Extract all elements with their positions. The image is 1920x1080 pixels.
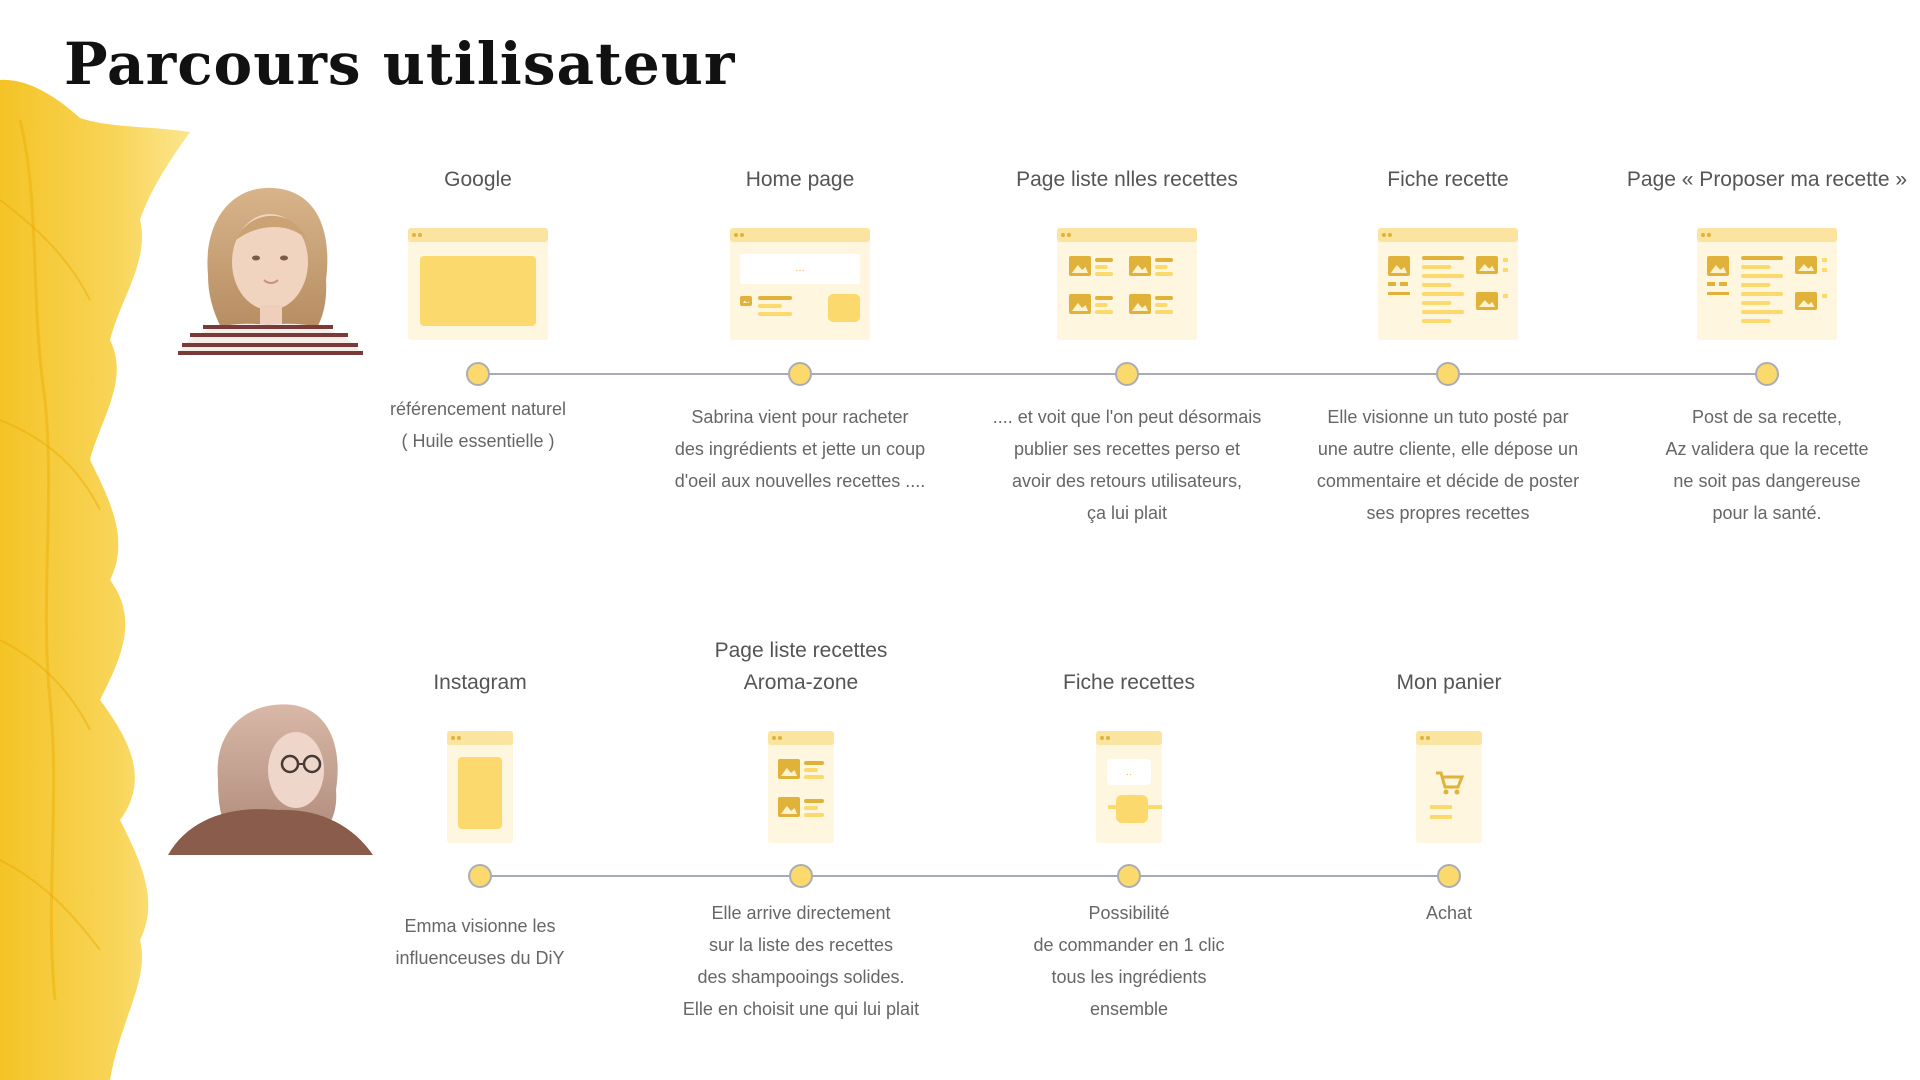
desktop-hero-icon bbox=[408, 228, 548, 340]
step-description-line: référencement naturel bbox=[389, 399, 567, 419]
step-label bbox=[746, 164, 855, 196]
step-description-line: Sabrina vient pour racheter bbox=[691, 407, 909, 427]
cart-icon bbox=[1416, 731, 1482, 843]
step-description bbox=[675, 401, 926, 497]
step-label-line: Fiche recettes bbox=[1063, 671, 1195, 694]
step-label-line: Google bbox=[444, 168, 512, 191]
timeline-dot bbox=[1115, 362, 1139, 386]
step-description-line: pour la santé. bbox=[1712, 503, 1822, 523]
step-description bbox=[683, 897, 919, 1025]
step-description-line: ( Huile essentielle ) bbox=[401, 431, 555, 451]
step-description-line: des ingrédients et jette un coup bbox=[674, 439, 926, 459]
step-label-line: Instagram bbox=[433, 671, 527, 694]
timeline-dot bbox=[1437, 864, 1461, 888]
step-description bbox=[1317, 401, 1579, 529]
timeline-dot bbox=[468, 864, 492, 888]
timeline-dot bbox=[1117, 864, 1141, 888]
step-label-line: Page liste nlles recettes bbox=[1016, 168, 1238, 191]
step-description-line: commentaire et décide de poster bbox=[1316, 471, 1580, 491]
step-description bbox=[1426, 897, 1472, 929]
step-label bbox=[1396, 667, 1501, 699]
step-description-line: Elle visionne un tuto posté par bbox=[1327, 407, 1569, 427]
desktop-home-icon bbox=[730, 228, 870, 340]
step-description-line: de commander en 1 clic bbox=[1033, 935, 1225, 955]
persona-avatar-sabrina bbox=[168, 180, 368, 355]
step-label-line: Aroma-zone bbox=[743, 671, 859, 694]
step-label-line: Page liste recettes bbox=[714, 639, 888, 662]
step-description-line: .... et voit que l'on peut désormais bbox=[992, 407, 1262, 427]
step-description-line: influenceuses du DiY bbox=[395, 948, 565, 968]
timeline-dot bbox=[1436, 362, 1460, 386]
step-label bbox=[1063, 667, 1195, 699]
step-description-line: publier ses recettes perso et bbox=[1013, 439, 1241, 459]
step-description-line: Post de sa recette, bbox=[1691, 407, 1843, 427]
step-description bbox=[390, 393, 566, 457]
step-description-line: Emma visionne les bbox=[404, 916, 556, 936]
timeline-line bbox=[480, 875, 1449, 877]
step-label bbox=[715, 635, 888, 699]
step-description-line: des shampooings solides. bbox=[697, 967, 905, 987]
step-label bbox=[1387, 164, 1508, 196]
step-description-line: d'oeil aux nouvelles recettes .... bbox=[674, 471, 926, 491]
step-label bbox=[1627, 164, 1907, 196]
step-description bbox=[395, 910, 564, 974]
step-label bbox=[1016, 164, 1238, 196]
step-description-line: ça lui plait bbox=[1086, 503, 1168, 523]
page-title: Parcours utilisateur bbox=[64, 30, 736, 98]
svg-text:···: ··· bbox=[795, 265, 805, 276]
step-description-line: Achat bbox=[1425, 903, 1473, 923]
step-description-line: tous les ingrédients bbox=[1051, 967, 1207, 987]
step-description-line: ne soit pas dangereuse bbox=[1673, 471, 1861, 491]
desktop-list-icon bbox=[1057, 228, 1197, 340]
mobile-story-icon bbox=[447, 731, 513, 843]
step-description-line: Possibilité bbox=[1088, 903, 1170, 923]
step-description-line: ses propres recettes bbox=[1366, 503, 1530, 523]
desktop-recipe-icon bbox=[1378, 228, 1518, 340]
step-description-line: ensemble bbox=[1089, 999, 1169, 1019]
step-description-line: Az validera que la recette bbox=[1665, 439, 1869, 459]
step-label-line: Fiche recette bbox=[1387, 168, 1509, 191]
persona-avatar-emma bbox=[168, 700, 373, 855]
step-description-line: une autre cliente, elle dépose un bbox=[1317, 439, 1579, 459]
leaf-decoration bbox=[0, 0, 200, 1080]
step-description bbox=[1665, 401, 1868, 529]
timeline-dot bbox=[788, 362, 812, 386]
step-description-line: avoir des retours utilisateurs, bbox=[1011, 471, 1243, 491]
mobile-list-icon bbox=[768, 731, 834, 843]
timeline-dot bbox=[466, 362, 490, 386]
step-description-line: sur la liste des recettes bbox=[708, 935, 894, 955]
step-label-line: Page « Proposer ma recette » bbox=[1626, 168, 1908, 191]
step-label bbox=[444, 164, 512, 196]
step-description bbox=[993, 401, 1262, 529]
step-description-line: Elle arrive directement bbox=[711, 903, 891, 923]
svg-text:··: ·· bbox=[1125, 769, 1133, 780]
step-description-line: Elle en choisit une qui lui plait bbox=[682, 999, 920, 1019]
timeline-dot bbox=[789, 864, 813, 888]
desktop-recipe-icon bbox=[1697, 228, 1837, 340]
step-label bbox=[433, 667, 526, 699]
step-description bbox=[1033, 897, 1224, 1025]
step-label-line: Mon panier bbox=[1396, 671, 1502, 694]
mobile-recipe-icon bbox=[1096, 731, 1162, 843]
step-label-line: Home page bbox=[745, 168, 855, 191]
timeline-dot bbox=[1755, 362, 1779, 386]
